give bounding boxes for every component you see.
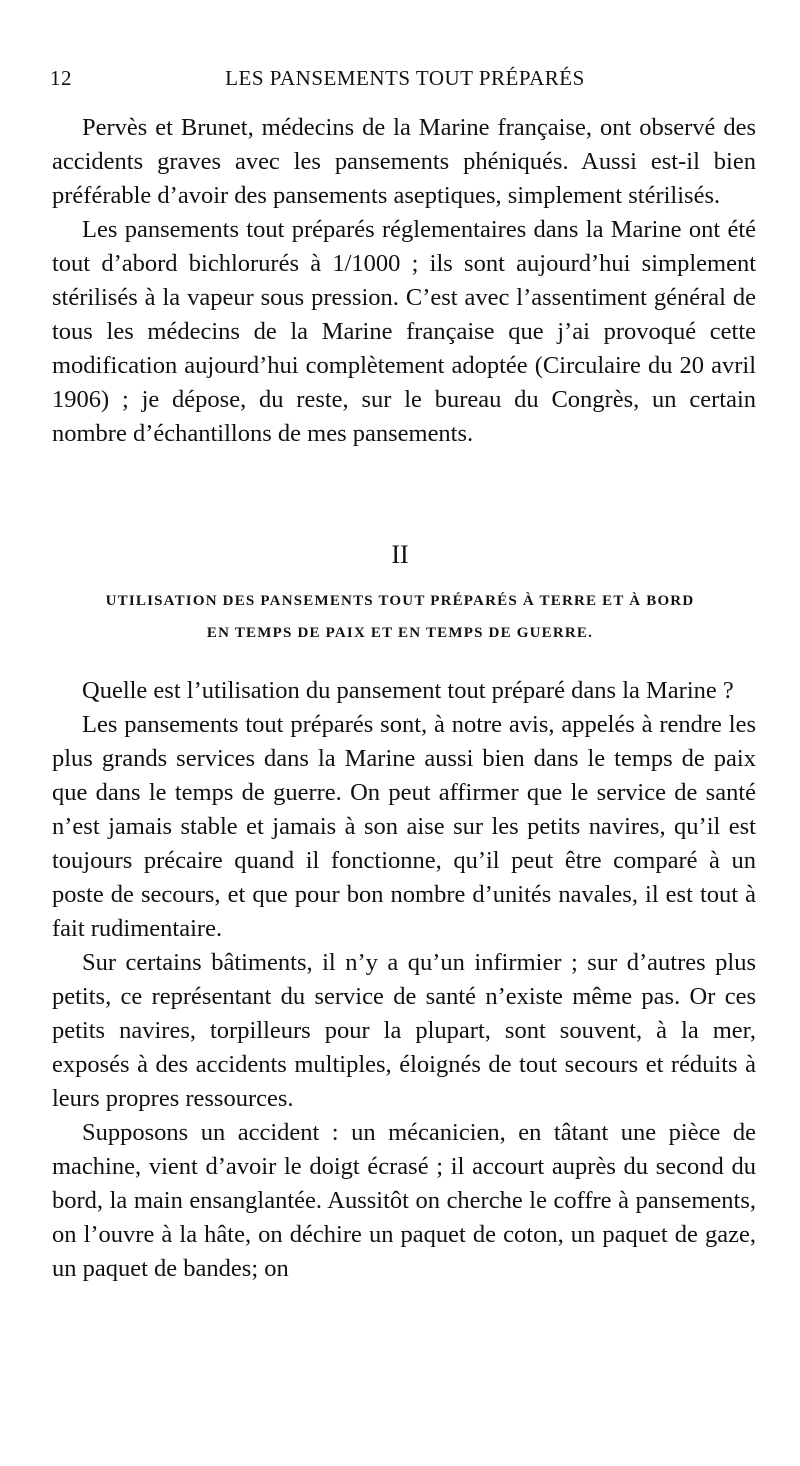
paragraph: Pervès et Brunet, médecins de la Marine française, ont observé des accidents graves avec les pansements phéniqués. Aussi est-il bien préférable d’avoir des pansements aseptiques, simplement stérilisés. [52, 114, 756, 209]
running-title: LES PANSEMENTS TOUT PRÉPARÉS [225, 66, 585, 90]
paragraph: Supposons un accident : un mécanicien, en tâtant une pièce de machine, vient d’avoir le doigt écrasé ; il accourt auprès du second du bord, la main ensanglantée. Aussitôt on cherche le coffre à pansements, on l’ouvre à la hâte, on déchire un paquet de coton, un paquet de gaze, un paquet de bandes; on [52, 1119, 756, 1282]
paragraph: Sur certains bâtiments, il n’y a qu’un infirmier ; sur d’autres plus petits, ce représentant du service de santé n’existe même pas. Or ces petits navires, torpilleurs pour la plupart, sont souvent, à la mer, exposés à des accidents multiples, éloignés de tout secours et réduits à leurs propres ressources. [52, 949, 756, 1112]
page-number: 12 [50, 66, 72, 90]
section-two-text [52, 674, 756, 1286]
paragraph: Les pansements tout préparés réglementaires dans la Marine ont été tout d’abord bichlorurés à 1/1000 ; ils sont aujourd’hui simplement stérilisés à la vapeur sous pression. C’est avec l’assentiment général de tous les médecins de la Marine française que j’ai provoqué cette modification aujourd’hui complètement adoptée (Circulaire du 20 avril 1906) ; je dépose, du reste, sur le bureau du Congrès, un certain nombre d’échantillons de mes pansements. [52, 216, 756, 447]
section-title-line-1: UTILISATION DES PANSEMENTS TOUT PRÉPARÉS À TERRE ET À BORD [105, 593, 695, 609]
section-title-line-2: EN TEMPS DE PAIX ET EN TEMPS DE GUERRE. [206, 625, 594, 641]
paragraph: Quelle est l’utilisation du pansement tout préparé dans la Marine ? [82, 677, 734, 704]
running-header [50, 66, 760, 96]
paragraph: Les pansements tout préparés sont, à notre avis, appelés à rendre les plus grands services dans la Marine aussi bien dans le temps de paix que dans le temps de guerre. On peut affirmer que le service de santé n’est jamais stable et jamais à son aise sur les petits navires, qu’il est toujours précaire quand il fonctionne, qu’il peut être comparé à un poste de secours, et que pour bon nombre d’unités navales, il est tout à fait rudimentaire. [52, 711, 756, 942]
section-number: II [391, 540, 409, 569]
section-one-text [52, 111, 756, 451]
